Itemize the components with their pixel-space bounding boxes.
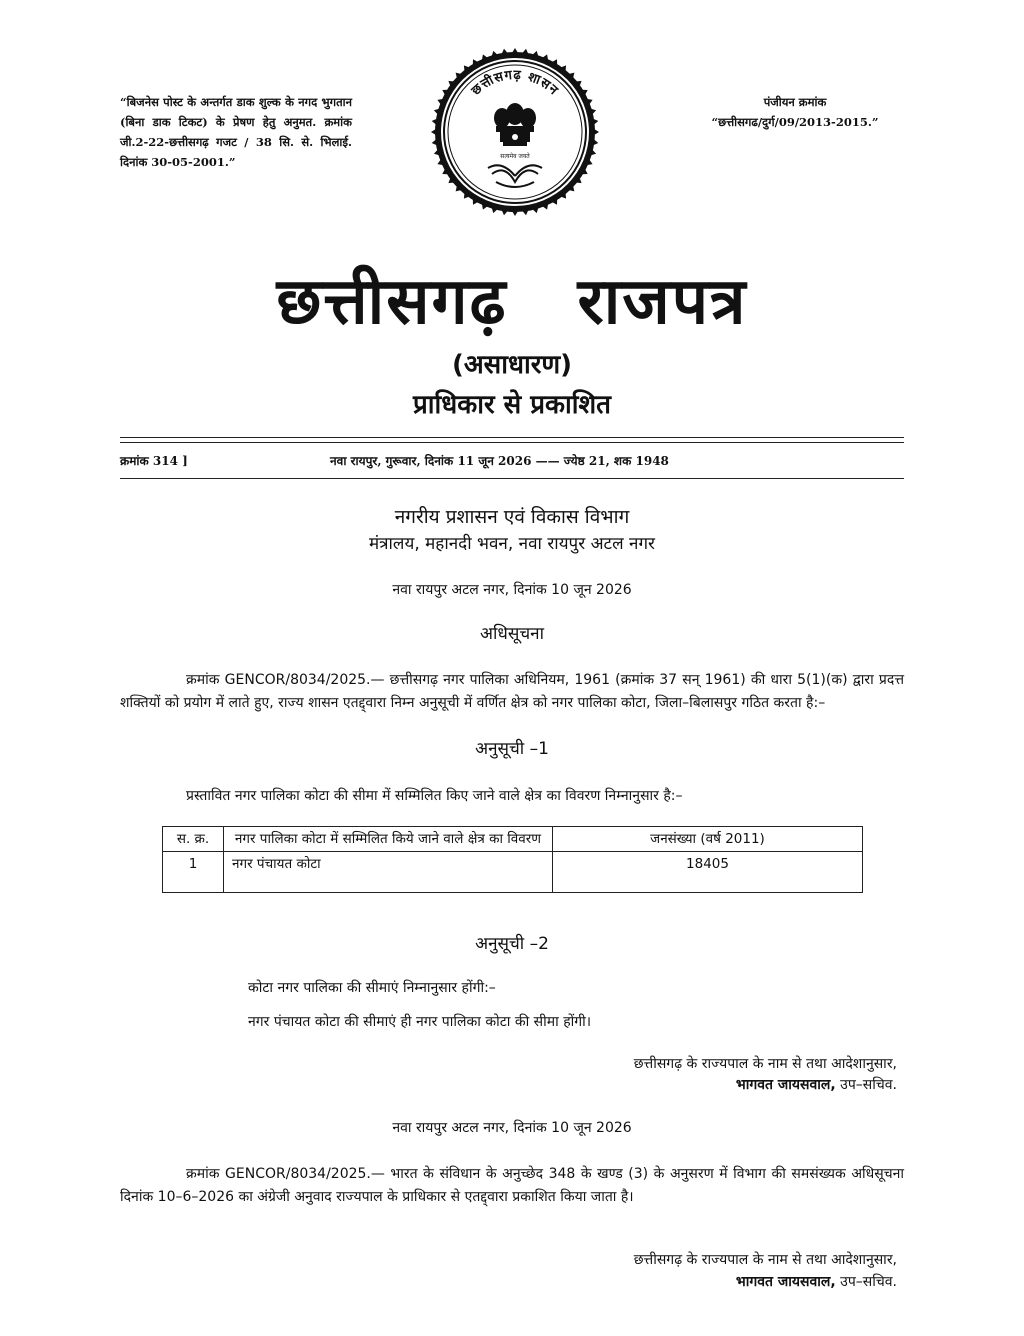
postal-permit-note: “बिजनेस पोस्ट के अन्तर्गत डाक शुल्क के नगद भुगतान (बिना डाक टिकट) के प्रेषण हेतु अनुमत. क्रमांक जी.2-22-छत्तीसगढ़ गजट / 38 सि. से. भिलाई. दिनांक 30-05-2001.” [120, 95, 352, 169]
seal-tooth [512, 211, 518, 216]
signature-block [736, 1074, 897, 1096]
gazette-authority-line: प्राधिकार से प्रकाशित [413, 390, 611, 420]
seal-tooth [594, 129, 599, 135]
signatory-title: उप–सचिव. [840, 1077, 897, 1093]
issue-date-line: नवा रायपुर, गुरूवार, दिनांक 11 जून 2026 —— ज्येष्ठ 21, शक 1948 [330, 454, 669, 468]
department-address: मंत्रालय, महानदी भवन, नवा रायपुर अटल नगर [368, 534, 656, 554]
notice2-place-date: नवा रायपुर अटल नगर, दिनांक 10 जून 2026 [392, 1120, 632, 1136]
table-row [163, 852, 863, 893]
area-population-table [162, 826, 863, 893]
seal-tooth [522, 49, 528, 54]
boundary-line-2: नगर पंचायत कोटा की सीमाएं ही नगर पालिका कोटा की सीमा होंगी। [248, 1014, 592, 1030]
masthead-rule-top-2 [120, 442, 904, 443]
emblem-text-top: छत्तीसगढ़ शासन [468, 67, 562, 99]
gazette-title-word: राजपत्र [577, 265, 748, 339]
table-cell-serial: 1 [163, 852, 224, 893]
lion-capital-icon [494, 103, 536, 146]
registration-block [680, 92, 910, 132]
signature-order-line: छत्तीसगढ़ के राज्यपाल के नाम से तथा आदेशानुसार, [633, 1056, 897, 1072]
table-header-population: जनसंख्या (वर्ष 2011) [553, 827, 863, 852]
registration-label: पंजीयन क्रमांक [763, 95, 827, 109]
notice-place-date: नवा रायपुर अटल नगर, दिनांक 10 जून 2026 [392, 582, 632, 598]
signature2-block [736, 1271, 897, 1293]
gazette-extraordinary: (असाधारण) [451, 350, 573, 380]
emblem-motto: सत्यमेव जयते [500, 153, 530, 160]
issue-number: क्रमांक 314 ] [120, 454, 188, 468]
seal-tooth [512, 48, 518, 53]
notice2-paragraph: क्रमांक GENCOR/8034/2025.— भारत के संविधान के अनुच्छेद 348 के खण्ड (3) के अनुसरण में विभाग की समसंख्यक अधिसूचना दिनांक 10–6–2026 का अंग्रेजी अनुवाद राज्यपाल के प्राधिकार से एतद्द्वारा प्रकाशित किया जाता है। [120, 1166, 904, 1205]
signatory2-title: उप–सचिव. [840, 1274, 897, 1290]
schedule-1-heading: अनुसूची –1 [475, 739, 549, 759]
signatory2-name: भागवत जायसवाल, [735, 1274, 836, 1290]
seal-tooth [593, 119, 598, 125]
table-header-area: नगर पालिका कोटा में सम्मिलित किये जाने वाले क्षेत्र का विवरण [224, 827, 553, 852]
registration-number: “छत्तीसगढ/दुर्ग/09/2013-2015.” [711, 115, 879, 129]
state-emblem-seal [430, 42, 600, 222]
seal-tooth [522, 210, 528, 215]
schedule-2-heading: अनुसूची –2 [475, 934, 549, 954]
seal-tooth [432, 119, 437, 125]
seal-tooth [502, 49, 508, 54]
masthead-rule-bottom [120, 478, 904, 479]
seal-tooth [502, 210, 508, 215]
schedule-1-intro: प्रस्तावित नगर पालिका कोटा की सीमा में सम्मिलित किए जाने वाले क्षेत्र का विवरण निम्नानुसार है:– [186, 788, 683, 804]
signatory-name: भागवत जायसवाल, [735, 1077, 836, 1093]
seal-tooth [431, 129, 436, 135]
gazette-title [0, 262, 1024, 342]
notification-heading: अधिसूचना [480, 624, 544, 644]
seal-tooth [593, 139, 598, 145]
table-cell-population: 18405 [553, 852, 863, 893]
seal-tooth [432, 139, 437, 145]
notification-paragraph: क्रमांक GENCOR/8034/2025.— छत्तीसगढ़ नगर पालिका अधिनियम, 1961 (क्रमांक 37 सन् 1961) की धारा 5(1)(क) द्वारा प्रदत्त शक्तियों को प्रयोग में लाते हुए, राज्य शासन एतद्द्वारा निम्न अनुसूची में वर्णित क्षेत्र को नगर पालिका कोटा, जिला–बिलासपुर गठित करता है:– [120, 672, 904, 711]
table-header-row [163, 827, 863, 852]
table-header-serial: स. क्र. [163, 827, 224, 852]
boundary-line-1: कोटा नगर पालिका की सीमाएं निम्नानुसार होंगी:– [248, 980, 496, 996]
masthead-rule-top [120, 437, 904, 438]
gazette-title-state: छत्तीसगढ़ [276, 265, 508, 339]
signature2-order-line: छत्तीसगढ़ के राज्यपाल के नाम से तथा आदेशानुसार, [633, 1252, 897, 1268]
table-cell-area: नगर पंचायत कोटा [224, 852, 553, 893]
department-name: नगरीय प्रशासन एवं विकास विभाग [394, 506, 630, 528]
